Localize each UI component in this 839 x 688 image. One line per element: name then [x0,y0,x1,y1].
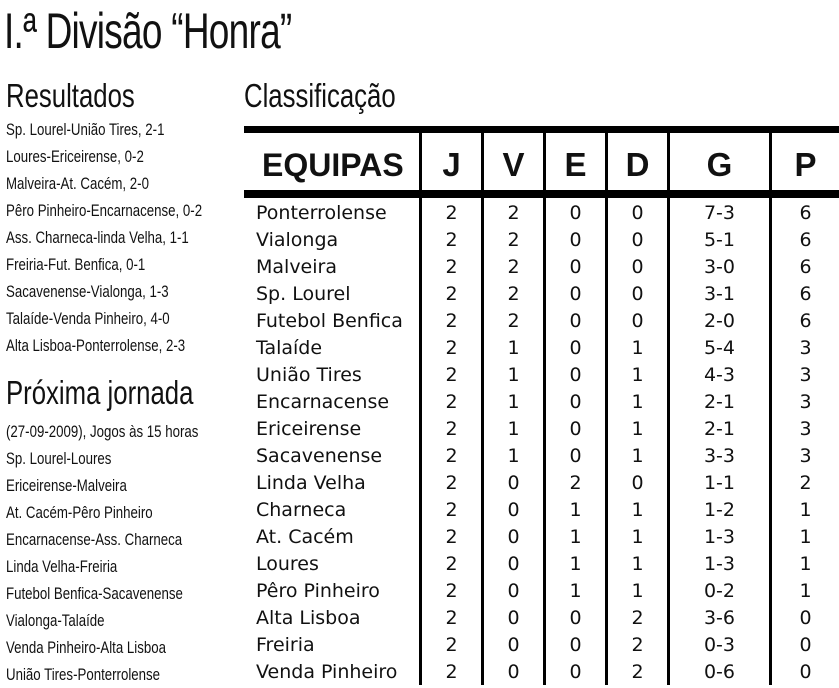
cell-points: 2 [799,472,812,494]
cell-won: 2 [507,283,520,305]
cell-drawn: 0 [569,607,582,629]
cell-lost: 2 [631,607,644,629]
cell-lost: 0 [631,202,644,224]
cell-won: 1 [507,337,520,359]
cell-drawn: 2 [569,472,582,494]
cell-lost: 0 [631,256,644,278]
cell-lost: 1 [631,391,644,413]
cell-points: 6 [799,202,812,224]
cell-team: Venda Pinheiro [256,661,398,683]
result-item: Sacavenense-Vialonga, 1-3 [6,282,169,301]
result-item: Alta Lisboa-Ponterrolense, 2-3 [6,336,186,355]
cell-lost: 0 [631,283,644,305]
cell-drawn: 0 [569,391,582,413]
cell-goals: 0-3 [703,634,736,656]
cell-drawn: 0 [569,229,582,251]
cell-team: Pêro Pinheiro [256,580,380,602]
cell-drawn: 0 [569,202,582,224]
cell-points: 1 [799,580,812,602]
cell-goals: 1-2 [703,499,736,521]
cell-goals: 3-3 [703,445,736,467]
result-item: Ass. Charneca-linda Velha, 1-1 [6,228,189,247]
cell-played: 2 [445,256,458,278]
cell-drawn: 1 [569,499,582,521]
cell-drawn: 0 [569,445,582,467]
cell-goals: 7-3 [703,202,736,224]
column-header-team: EQUIPAS [262,147,404,183]
cell-won: 0 [507,634,520,656]
cell-goals: 5-1 [703,229,736,251]
fixture-item: Sp. Lourel-Loures [6,449,112,468]
cell-played: 2 [445,580,458,602]
table-row [244,227,839,254]
table-row [244,497,839,524]
cell-lost: 1 [631,580,644,602]
cell-won: 0 [507,607,520,629]
fixture-item: Futebol Benfica-Sacavenense [6,584,183,603]
column-header-won: V [502,146,525,183]
next-round-list [6,418,253,445]
cell-goals: 1-3 [703,526,736,548]
cell-team: Vialonga [256,229,339,251]
cell-team: Linda Velha [256,472,366,494]
column-header-lost: D [625,146,650,183]
cell-drawn: 0 [569,337,582,359]
cell-points: 1 [799,553,812,575]
cell-drawn: 1 [569,526,582,548]
cell-points: 3 [799,364,812,386]
cell-played: 2 [445,364,458,386]
result-item: Talaíde-Venda Pinheiro, 4-0 [6,309,170,328]
cell-played: 2 [445,553,458,575]
table-body [244,200,839,686]
cell-team: Sp. Lourel [256,283,351,305]
cell-points: 0 [799,661,812,683]
cell-played: 2 [445,472,458,494]
cell-played: 2 [445,445,458,467]
cell-goals: 3-1 [703,283,736,305]
cell-played: 2 [445,229,458,251]
cell-goals: 3-0 [703,256,736,278]
table-row [244,632,839,659]
cell-drawn: 1 [569,553,582,575]
cell-drawn: 0 [569,661,582,683]
table-row [244,308,839,335]
cell-won: 0 [507,472,520,494]
fixture-item: Vialonga-Talaíde [6,611,105,630]
cell-lost: 0 [631,472,644,494]
cell-goals: 5-4 [703,337,736,359]
table-row [244,470,839,497]
result-item: Freiria-Fut. Benfica, 0-1 [6,255,146,274]
result-item: Sp. Lourel-União Tires, 2-1 [6,120,165,139]
cell-drawn: 0 [569,634,582,656]
cell-won: 0 [507,553,520,575]
cell-won: 1 [507,364,520,386]
cell-points: 3 [799,391,812,413]
result-item: Loures-Ericeirense, 0-2 [6,147,144,166]
cell-lost: 1 [631,445,644,467]
table-row [244,524,839,551]
cell-lost: 0 [631,229,644,251]
cell-points: 6 [799,310,812,332]
cell-team: Malveira [256,256,337,278]
cell-team: Alta Lisboa [256,607,361,629]
cell-goals: 1-1 [703,472,736,494]
cell-goals: 3-6 [703,607,736,629]
cell-won: 1 [507,445,520,467]
cell-drawn: 0 [569,418,582,440]
page-title: I.ª Divisão “Honra” [4,3,292,59]
table-row [244,389,839,416]
cell-team: Freiria [256,634,315,656]
cell-lost: 1 [631,337,644,359]
cell-points: 0 [799,607,812,629]
results-heading: Resultados [6,77,135,114]
cell-points: 3 [799,418,812,440]
column-header-points: P [794,146,817,183]
fixture-item: Encarnacense-Ass. Charneca [6,530,183,549]
table-row [244,281,839,308]
cell-team: União Tires [256,364,362,386]
cell-won: 2 [507,202,520,224]
standings-table [244,126,839,685]
cell-won: 1 [507,418,520,440]
results-list [6,116,257,359]
cell-team: Futebol Benfica [256,310,403,332]
cell-points: 0 [799,634,812,656]
cell-lost: 1 [631,499,644,521]
cell-team: At. Cacém [256,526,354,548]
cell-played: 2 [445,310,458,332]
cell-points: 6 [799,229,812,251]
result-item: Pêro Pinheiro-Encarnacense, 0-2 [6,201,203,220]
cell-team: Talaíde [256,337,323,359]
cell-lost: 0 [631,310,644,332]
cell-won: 2 [507,256,520,278]
cell-drawn: 1 [569,580,582,602]
classification-heading: Classificação [244,77,396,114]
cell-won: 0 [507,580,520,602]
table-row [244,443,839,470]
cell-won: 2 [507,229,520,251]
cell-lost: 2 [631,661,644,683]
cell-goals: 2-1 [703,391,736,413]
cell-played: 2 [445,499,458,521]
cell-team: Encarnacense [256,391,390,413]
cell-lost: 2 [631,634,644,656]
cell-goals: 0-2 [703,580,736,602]
cell-played: 2 [445,418,458,440]
fixtures-list [6,445,233,688]
cell-played: 2 [445,391,458,413]
cell-drawn: 0 [569,310,582,332]
table-row [244,254,839,281]
table-row [244,551,839,578]
cell-played: 2 [445,337,458,359]
cell-played: 2 [445,283,458,305]
cell-played: 2 [445,526,458,548]
cell-points: 6 [799,256,812,278]
table-row [244,605,839,632]
cell-drawn: 0 [569,364,582,386]
column-header-drawn: E [564,146,587,183]
cell-points: 3 [799,337,812,359]
cell-points: 1 [799,526,812,548]
cell-team: Loures [256,553,319,575]
table-row [244,659,839,686]
cell-team: Charneca [256,499,347,521]
table-row [244,335,839,362]
cell-goals: 2-1 [703,418,736,440]
fixture-item: União Tires-Ponterrolense [6,665,161,684]
next-round-heading: Próxima jornada [6,374,194,411]
cell-goals: 0-6 [703,661,736,683]
cell-lost: 1 [631,364,644,386]
cell-team: Ponterrolense [256,202,387,224]
column-header-goals: G [706,146,733,183]
cell-won: 1 [507,391,520,413]
result-item: Malveira-At. Cacém, 2-0 [6,174,149,193]
column-header-played: J [442,146,461,183]
cell-team: Sacavenense [256,445,383,467]
cell-drawn: 0 [569,283,582,305]
cell-points: 1 [799,499,812,521]
cell-won: 0 [507,661,520,683]
cell-lost: 1 [631,418,644,440]
table-header-row [244,133,839,197]
fixture-item: Venda Pinheiro-Alta Lisboa [6,638,166,657]
fixture-item: Linda Velha-Freiria [6,557,118,576]
fixture-item: At. Cacém-Pêro Pinheiro [6,503,153,522]
cell-lost: 1 [631,553,644,575]
cell-played: 2 [445,634,458,656]
cell-goals: 4-3 [703,364,736,386]
cell-points: 6 [799,283,812,305]
cell-played: 2 [445,661,458,683]
cell-won: 2 [507,310,520,332]
cell-goals: 2-0 [703,310,736,332]
cell-played: 2 [445,202,458,224]
table-row [244,362,839,389]
cell-won: 0 [507,499,520,521]
table-top-rule [244,126,839,133]
cell-drawn: 0 [569,256,582,278]
table-row [244,416,839,443]
fixture-item: Ericeirense-Malveira [6,476,127,495]
cell-goals: 1-3 [703,553,736,575]
cell-points: 3 [799,445,812,467]
cell-team: Ericeirense [256,418,362,440]
table-row [244,200,839,227]
next-round-date: (27-09-2009), Jogos às 15 horas [6,422,199,441]
table-row [244,578,839,605]
cell-played: 2 [445,607,458,629]
table-header-rule [244,190,839,198]
cell-won: 0 [507,526,520,548]
cell-lost: 1 [631,526,644,548]
